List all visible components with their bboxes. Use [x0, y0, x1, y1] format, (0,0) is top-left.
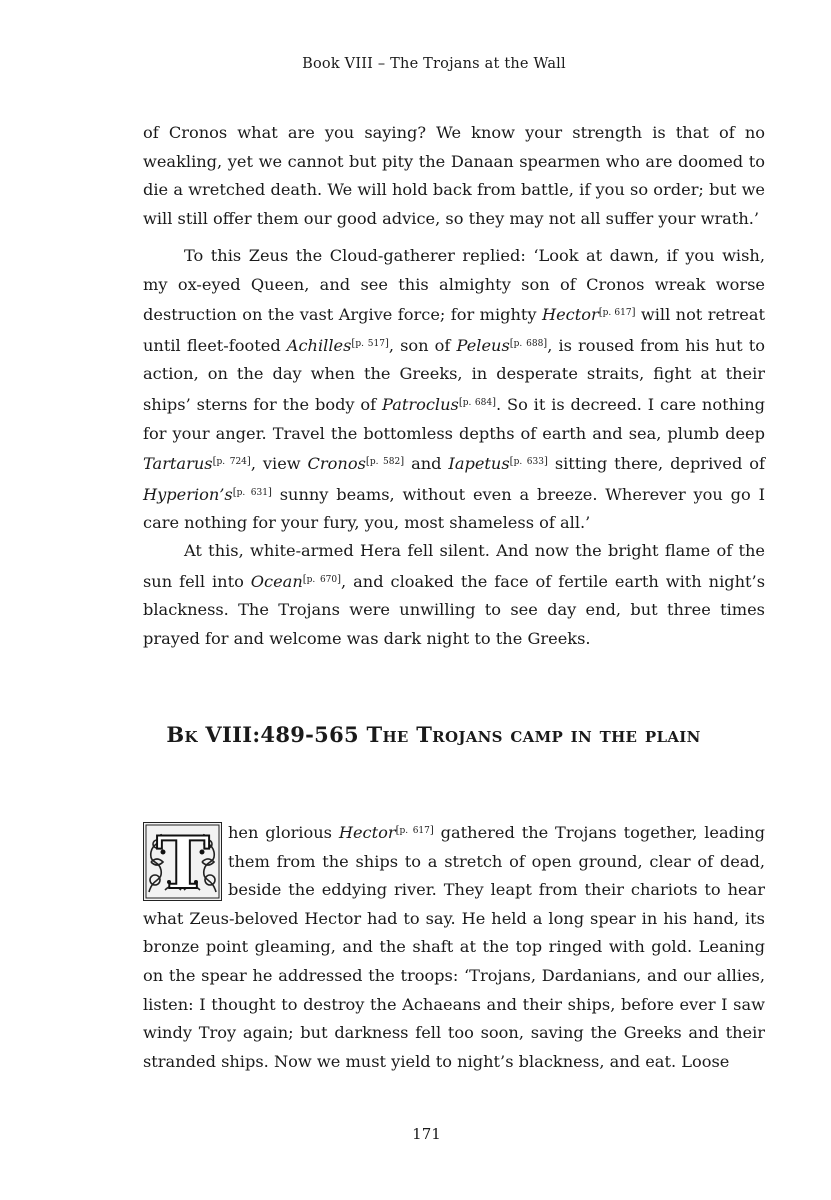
name-link-iapetus[interactable]: Iapetus [448, 454, 510, 474]
page-ref[interactable]: [p. 724] [212, 456, 251, 468]
page-ref[interactable]: [p. 617] [598, 307, 636, 319]
name-link-ocean[interactable]: Ocean [250, 571, 303, 591]
paragraph-4: T hen glorious Hector[p. 617] gathered the Trojans together, leading them from the ships to a stretch of open ground, clear of dead, beside the eddying river. They leapt from their chariots to hear what Zeus-beloved Hector had to say. He held a long spear in his hand, its bronze point gleaming, and the shaft at the top ringed with gold. Leaning on the spear he addressed the troops: ‘Trojans, Dardanians, and our allies, listen: I thought to destroy the Achaeans and their ships, before ever I saw windy Troy again; but darkness fell too soon, saving the Greeks and their stranded ships. Now we must yield to night’s blackness, and eat. Loose [143, 822, 765, 1071]
name-link-patroclus[interactable]: Patroclus [382, 394, 459, 414]
page-ref[interactable]: [p. 670] [302, 573, 342, 585]
page-ref[interactable]: [p. 684] [458, 396, 496, 408]
paragraph-3: At this, white-armed Hera fell silent. And now the bright flame of the sun fell into Ocean[p. 670], and cloaked the face of fertile earth with night’s blackness. The Trojans were unwilling to see day end, but three times prayed for and welcome was dark night to the Greeks. [143, 541, 765, 648]
page-number: 171 [412, 1125, 441, 1143]
running-title: Book VIII – The Trojans at the Wall [302, 56, 566, 72]
paragraph-2: To this Zeus the Cloud-gatherer replied: ‘Look at dawn, if you wish, my ox-eyed Queen, and see this almighty son of Cronos wreak worse destruction on the vast Argive force; for mighty Hector[p. 617] will not retreat until fleet-footed Achilles[p. 517], son of Peleus[p. 688], is roused from his hut to action, on the day when the Greeks, in desperate straits, fight at their ships’ sterns for the body of Patroclus[p. 684]. So it is decreed. I care nothing for your anger. Travel the bottomless depths of earth and sea, plumb deep Tartarus[p. 724], view Cronos[p. 582] and Iapetus[p. 633] sitting there, deprived of Hyperion’s[p. 631] sunny beams, without even a breeze. Wherever you go I care nothing for your fury, you, most shameless of all.’ [143, 246, 766, 533]
ornament-dropcap-icon [143, 822, 222, 901]
name-link-cronos[interactable]: Cronos [307, 454, 366, 474]
name-link-achilles[interactable]: Achilles [286, 335, 352, 355]
name-link-hector[interactable]: Hector [541, 305, 599, 325]
decorated-dropcap [143, 822, 222, 901]
paragraph-3-text: At this, white-armed Hera fell silent. And now the bright flame of the sun fell into [143, 541, 765, 591]
section-heading: Bk VIII:489-565 The Trojans camp in the plain [166, 722, 701, 747]
page-ref[interactable]: [p. 617] [395, 825, 434, 836]
paragraph-2-text: To this Zeus the Cloud-gatherer replied: ‘Look at dawn, if you wish, my ox-eyed Queen, and see this almighty son of Cronos wreak worse destruction on the vast Argive force; for mighty [143, 246, 765, 325]
page-ref[interactable]: [p. 517] [351, 337, 389, 349]
page-ref[interactable]: [p. 633] [509, 456, 548, 468]
page-ref[interactable]: [p. 582] [365, 456, 405, 468]
paragraph-1 [143, 119, 765, 233]
running-header [0, 56, 831, 72]
name-link-peleus[interactable]: Peleus [456, 335, 510, 355]
svg-text:T: T [156, 822, 210, 901]
name-link-hyperion[interactable]: Hyperion’s [143, 484, 233, 504]
name-link-tartarus[interactable]: Tartarus [143, 454, 213, 474]
page-ref[interactable]: [p. 631] [232, 486, 272, 498]
name-link-hector[interactable]: Hector [338, 823, 396, 842]
paragraph-4-text: hen glorious [228, 823, 339, 842]
paragraph-1-text: of Cronos what are you saying? We know your strength is that of no weakling, yet we cannot but pity the Danaan spearmen who are doomed to die a wretched death. We will hold back from battle, if you so order; but we will still offer them our good advice, so they may not all suffer your wrath.’ [143, 123, 765, 228]
page-ref[interactable]: [p. 688] [509, 337, 548, 349]
